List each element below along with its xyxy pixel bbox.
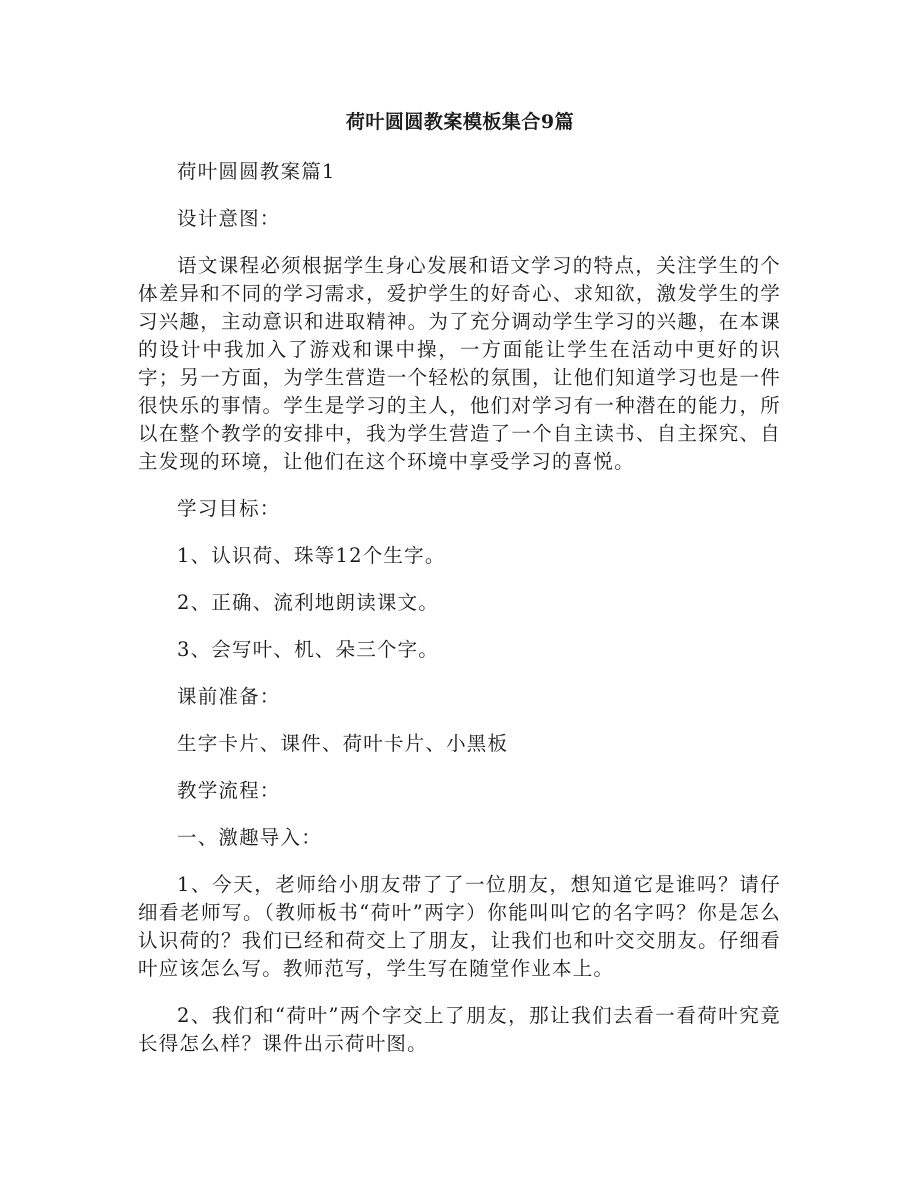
list-item: 3、会写叶、机、朵三个字。 [177,638,440,661]
paragraph-label: 课前准备： [177,685,281,708]
list-item: 2、正确、流利地朗读课文。 [177,591,440,614]
document-title: 荷叶圆圆教案模板集合9篇 [345,111,575,133]
section-heading: 荷叶圆圆教案篇1 [177,160,336,183]
paragraph-label: 学习目标： [177,497,281,520]
list-item: 1、认识荷、珠等12个生字。 [177,544,446,567]
paragraph-materials: 生字卡片、课件、荷叶卡片、小黑板 [177,732,509,755]
paragraph-label: 教学流程： [177,779,281,802]
document-body [138,158,781,1077]
paragraph-step: 2、我们和“荷叶”两个字交上了朋友，那让我们去看一看荷叶究竟长得怎么样？课件出示荷叶图。 [138,1004,781,1055]
paragraph-design-intent: 语文课程必须根据学生身心发展和语文学习的特点，关注学生的个体差异和不同的学习需求，爱护学生的好奇心、求知欲，激发学生的学习兴趣，主动意识和进取精神。为了充分调动学生学习的兴趣，在本课的设计中我加入了游戏和课中操，一方面能让学生在活动中更好的识字；另一方面，为学生营造一个轻松的氛围，让他们知道学习也是一件很快乐的事情。学生是学习的主人，他们对学习有一种潜在的能力，所以在整个教学的安排中，我为学生营造了一个自主读书、自主探究、自主发现的环境，让他们在这个环境中享受学习的喜悦。 [138,254,781,473]
paragraph-label: 设计意图： [177,207,281,230]
paragraph-step: 1、今天，老师给小朋友带了了一位朋友，想知道它是谁吗？请仔细看老师写。（教师板书“荷叶”两字）你能叫叫它的名字吗？你是怎么认识荷的？我们已经和荷交上了朋友，让我们也和叶交交朋友。仔细看叶应该怎么写。教师范写，学生写在随堂作业本上。 [138,873,781,980]
paragraph-label: 一、激趣导入： [177,826,322,849]
